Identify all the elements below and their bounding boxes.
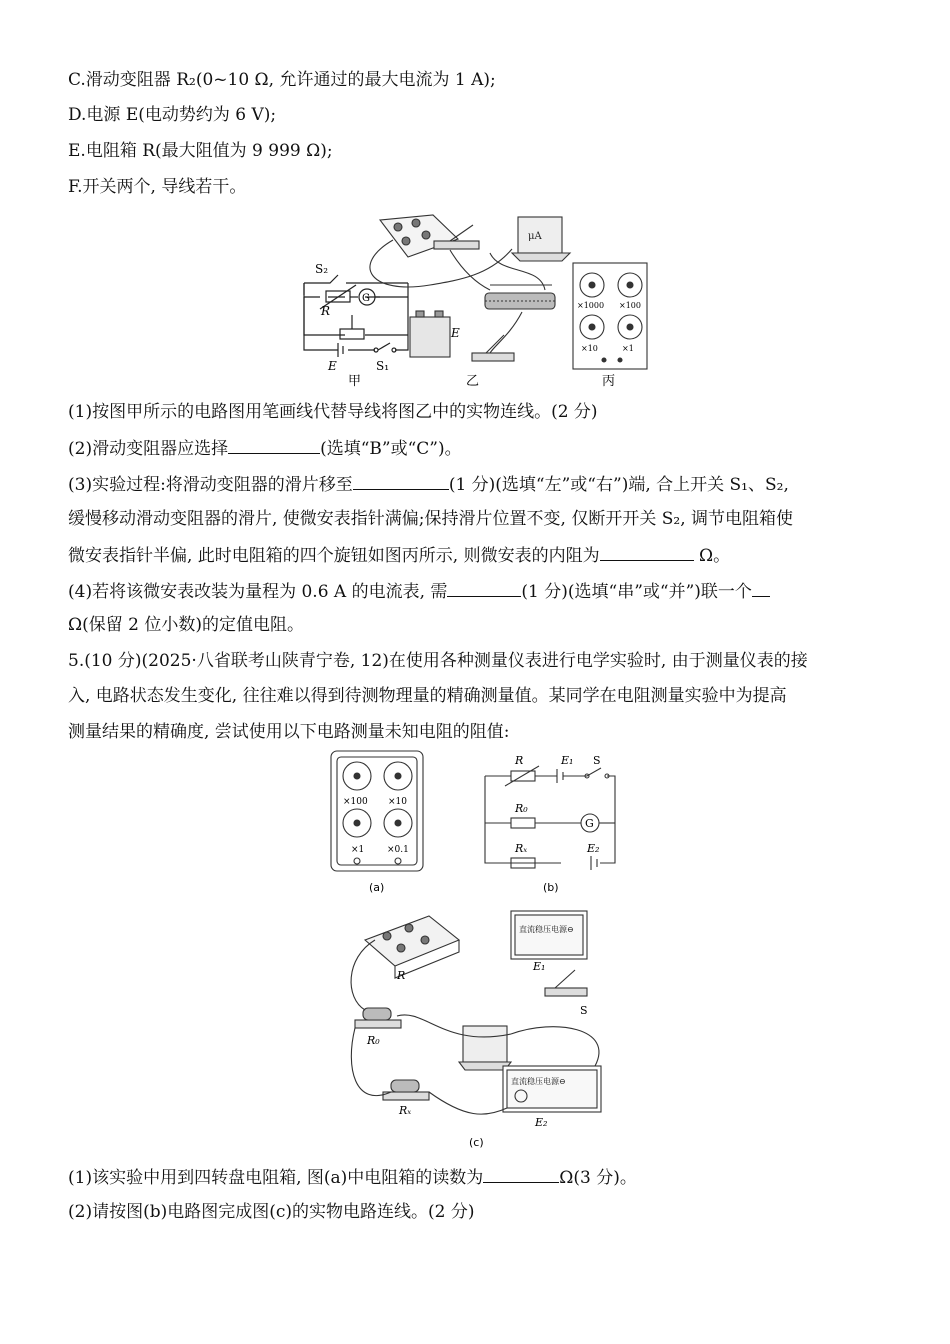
q5-part1-text-b: Ω(3 分)。 xyxy=(559,1168,637,1188)
label-r: R xyxy=(321,304,331,318)
label-c-s: S xyxy=(580,1004,588,1017)
figure-circuit-jia-yi-bing xyxy=(290,205,660,395)
q4-part4-text-a: (4)若将该微安表改装为量程为 0.6 A 的电流表, 需 xyxy=(68,582,448,602)
q4-part1: (1)按图甲所示的电路图用笔画线代替导线将图乙中的实物连线。(2 分) xyxy=(68,402,598,422)
mult-10: ×10 xyxy=(581,344,598,353)
label-b-r0: R₀ xyxy=(515,802,528,815)
label-ua: μA xyxy=(528,231,542,242)
mult-a-01: ×0.1 xyxy=(387,845,409,855)
q5-line2: 入, 电路状态发生变化, 往往难以得到待测物理量的精确测量值。某同学在电阻测量实验中为提高 xyxy=(68,686,787,706)
label-c-r: R xyxy=(397,969,406,982)
psu-label-e1: 直流稳压电源⊖ xyxy=(519,925,574,934)
label-s2: S₂ xyxy=(315,262,329,276)
q4-part3-blank-resistance[interactable] xyxy=(600,542,694,561)
q4-part3-line3 xyxy=(68,542,882,568)
q4-part2-text-b: (选填“B”或“C”)。 xyxy=(320,439,462,459)
label-e-battery: E xyxy=(451,326,460,340)
label-b-g: G xyxy=(585,817,594,830)
q4-part4-line2: Ω(保留 2 位小数)的定值电阻。 xyxy=(68,615,304,635)
label-c-e1: E₁ xyxy=(533,960,546,973)
q5-part1-text-a: (1)该实验中用到四转盘电阻箱, 图(a)中电阻箱的读数为 xyxy=(68,1168,484,1188)
label-b-rx: Rₓ xyxy=(515,842,528,855)
mult-a-10: ×10 xyxy=(388,797,407,807)
q5-line3: 测量结果的精确度, 尝试使用以下电路测量未知电阻的阻值: xyxy=(68,722,510,742)
mult-1000: ×1000 xyxy=(577,301,605,310)
resistor-box-bing xyxy=(573,263,647,369)
option-c: C.滑动变阻器 R₂(0~10 Ω, 允许通过的最大电流为 1 A); xyxy=(68,70,496,90)
components-yi xyxy=(370,215,570,361)
q5-part1-blank[interactable] xyxy=(483,1164,559,1183)
label-c-rx: Rₓ xyxy=(399,1104,412,1117)
q4-part4-line1 xyxy=(68,578,882,604)
q4-part2-text-a: (2)滑动变阻器应选择 xyxy=(68,439,229,459)
q4-part2-blank[interactable] xyxy=(228,435,320,454)
q4-part2 xyxy=(68,435,882,461)
label-e: E xyxy=(328,359,337,373)
label-b-e1: E₁ xyxy=(561,754,574,767)
label-g: G xyxy=(362,293,370,304)
caption-b: (b) xyxy=(543,881,559,894)
mult-a-1: ×1 xyxy=(351,845,365,855)
q5-heading: 5.(10 分)(2025·八省联考山陕青宁卷, 12)在使用各种测量仪表进行电学实验时, 由于测量仪表的接 xyxy=(68,651,808,671)
mult-100: ×100 xyxy=(619,301,641,310)
q4-part3-text-e: Ω。 xyxy=(693,546,731,566)
psu-label-e2: 直流稳压电源⊖ xyxy=(511,1077,566,1086)
caption-c: (c) xyxy=(469,1136,484,1149)
q4-part4-text-b: (1 分)(选填“串”或“并”)联一个 xyxy=(521,582,752,602)
components-c xyxy=(351,911,601,1114)
caption-a: (a) xyxy=(369,881,385,894)
label-bing: 丙 xyxy=(602,374,616,389)
resistor-box-a xyxy=(331,751,423,871)
label-jia: 甲 xyxy=(348,374,362,389)
q4-part3-line2: 缓慢移动滑动变阻器的滑片, 使微安表指针满偏;保持滑片位置不变, 仅断开开关 S₂, 调节电阻箱使 xyxy=(68,509,794,529)
circuit-jia xyxy=(304,275,408,357)
label-b-s: S xyxy=(593,754,601,767)
q4-part3-text-d: 微安表指针半偏, 此时电阻箱的四个旋钮如图丙所示, 则微安表的内阻为 xyxy=(68,546,600,566)
mult-a-100: ×100 xyxy=(343,797,368,807)
q5-part1 xyxy=(68,1164,882,1190)
figure-q5 xyxy=(325,748,625,1153)
label-b-r: R xyxy=(515,754,524,767)
figure-1-svg xyxy=(290,205,660,395)
option-f: F.开关两个, 导线若干。 xyxy=(68,177,247,197)
q4-part3-blank-end[interactable] xyxy=(353,471,449,490)
q4-part3-text-b: (1 分)(选填“左”或“右”)端, 合上开关 S₁、S₂, xyxy=(448,475,789,495)
q5-part2: (2)请按图(b)电路图完成图(c)的实物电路连线。(2 分) xyxy=(68,1202,475,1222)
option-e: E.电阻箱 R(最大阻值为 9 999 Ω); xyxy=(68,141,333,161)
q4-part3-line1 xyxy=(68,471,882,497)
option-d: D.电源 E(电动势约为 6 V); xyxy=(68,105,277,125)
label-c-e2: E₂ xyxy=(535,1116,548,1129)
q4-part3-text-a: (3)实验过程:将滑动变阻器的滑片移至 xyxy=(68,475,353,495)
label-s1: S₁ xyxy=(376,359,390,373)
figure-2-svg xyxy=(325,748,625,1153)
q4-part4-blank-value[interactable] xyxy=(752,578,770,597)
q4-part4-blank-type[interactable] xyxy=(447,578,521,597)
label-c-r0: R₀ xyxy=(367,1034,380,1047)
mult-1: ×1 xyxy=(622,344,634,353)
label-b-e2: E₂ xyxy=(587,842,600,855)
label-yi: 乙 xyxy=(466,374,480,389)
